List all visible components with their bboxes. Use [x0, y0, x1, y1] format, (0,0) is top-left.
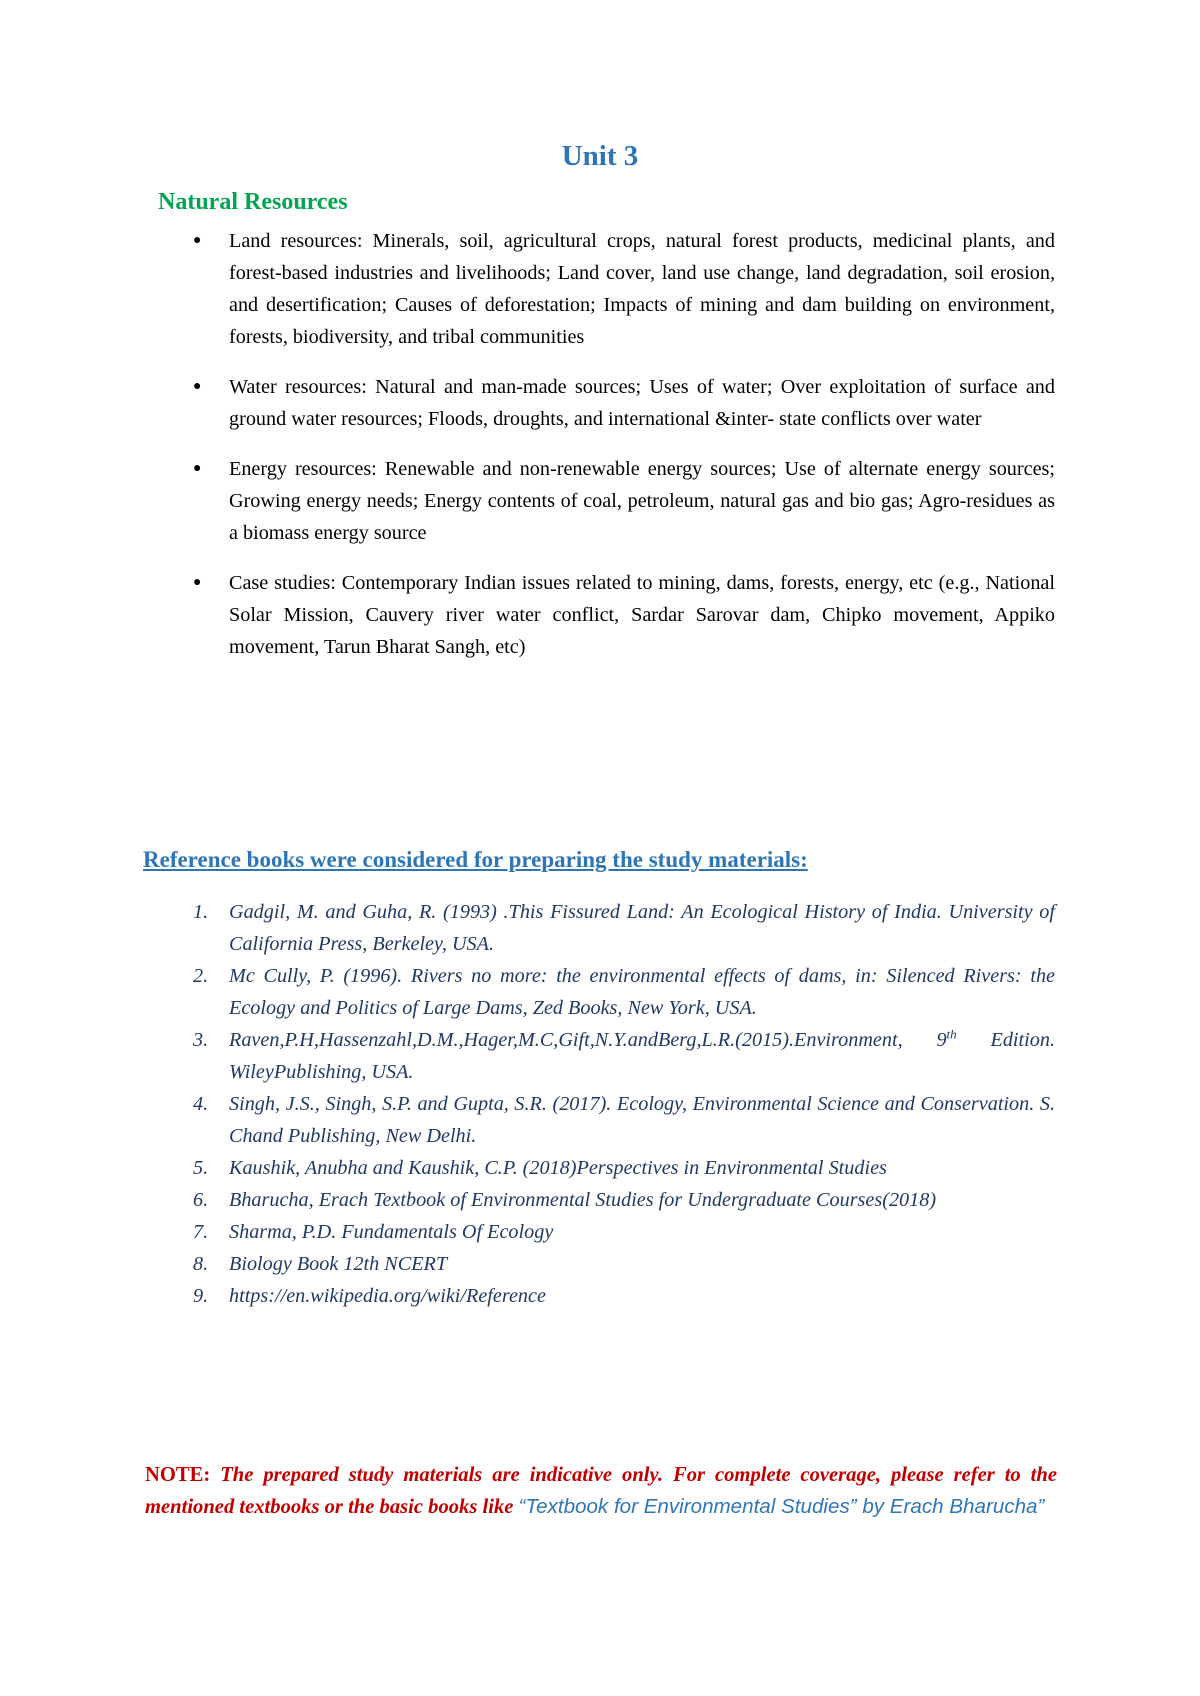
reference-number: 1. [193, 901, 209, 923]
reference-text: Biology Book 12th NCERT [229, 1253, 448, 1275]
topic-item [193, 453, 1055, 549]
note-label: NOTE: [145, 1464, 211, 1486]
reference-number: 9. [193, 1285, 209, 1307]
reference-text: Sharma, P.D. Fundamentals Of Ecology [229, 1221, 554, 1243]
topic-list [193, 225, 1055, 681]
note-book-title: “Textbook for Environmental Studies” by Erach Bharucha” [518, 1495, 1045, 1518]
bullet-icon [193, 225, 201, 257]
unit-title: Unit 3 [561, 140, 639, 172]
reference-number: 4. [193, 1093, 209, 1115]
reference-number: 3. [193, 1029, 209, 1051]
bullet-icon [193, 453, 201, 485]
reference-item [193, 1248, 1055, 1280]
reference-text: Edition. WileyPublishing, USA. [229, 1029, 1055, 1083]
reference-text: Mc Cully, P. (1996). Rivers no more: the environmental effects of dams, in: Silenced Rivers: the Ecology and Politics of Large Dams, Zed Books, New York, USA. [229, 965, 1055, 1019]
topic-text: Water resources: Natural and man-made sources; Uses of water; Over exploitation of surface and ground water resources; Floods, droughts, and international &inter- state conflicts over water [229, 376, 1055, 430]
topic-item [193, 567, 1055, 663]
reference-number: 8. [193, 1253, 209, 1275]
reference-text: Raven,P.H,Hassenzahl,D.M.,Hager,M.C,Gift,N.Y.andBerg,L.R.(2015).Environment, 9 [229, 1029, 947, 1051]
topic-text: Land resources: Minerals, soil, agricultural crops, natural forest products, medicinal plants, and forest-based industries and livelihoods; Land cover, land use change, land degradation, soil erosion, and desertification; Causes of deforestation; Impacts of mining and dam building on environment, forests, biodiversity, and tribal communities [229, 230, 1055, 348]
reference-item [193, 1184, 1055, 1216]
reference-item [193, 1088, 1055, 1152]
reference-item [193, 1216, 1055, 1248]
reference-number: 6. [193, 1189, 209, 1211]
bullet-icon [193, 567, 201, 599]
topic-text: Energy resources: Renewable and non-renewable energy sources; Use of alternate energy sources; Growing energy needs; Energy contents of coal, petroleum, natural gas and bio gas; Agro-residues as a biomass energy source [229, 458, 1055, 544]
reference-item [193, 1152, 1055, 1184]
note-paragraph [145, 1459, 1057, 1523]
reference-item [193, 1280, 1055, 1312]
reference-number: 7. [193, 1221, 209, 1243]
reference-text: Kaushik, Anubha and Kaushik, C.P. (2018)Perspectives in Environmental Studies [229, 1157, 887, 1179]
topic-item [193, 371, 1055, 435]
reference-number: 5. [193, 1157, 209, 1179]
note-text: The prepared study materials are indicative only. For complete coverage, please refer to the mentioned textbooks or the basic books like [145, 1464, 1057, 1518]
reference-item [193, 1024, 1055, 1088]
topic-text: Case studies: Contemporary Indian issues related to mining, dams, forests, energy, etc (e.g., National Solar Mission, Cauvery river water conflict, Sardar Sarovar dam, Chipko movement, Appiko movement, Tarun Bharat Sangh, etc) [229, 572, 1055, 658]
topic-item [193, 225, 1055, 353]
reference-text: Gadgil, M. and Guha, R. (1993) .This Fissured Land: An Ecological History of India. University of California Press, Berkeley, USA. [229, 901, 1055, 955]
reference-item [193, 896, 1055, 960]
reference-superscript: th [946, 1026, 957, 1042]
reference-number: 2. [193, 965, 209, 987]
references-heading: Reference books were considered for preparing the study materials: [143, 847, 808, 872]
section-title: Natural Resources [158, 189, 348, 215]
reference-text: Singh, J.S., Singh, S.P. and Gupta, S.R. (2017). Ecology, Environmental Science and Conservation. S. Chand Publishing, New Delhi. [229, 1093, 1055, 1147]
reference-list [193, 896, 1055, 1312]
reference-link[interactable]: https://en.wikipedia.org/wiki/Reference [229, 1285, 546, 1307]
bullet-icon [193, 371, 201, 403]
reference-item [193, 960, 1055, 1024]
reference-text: Bharucha, Erach Textbook of Environmental Studies for Undergraduate Courses(2018) [229, 1189, 937, 1211]
